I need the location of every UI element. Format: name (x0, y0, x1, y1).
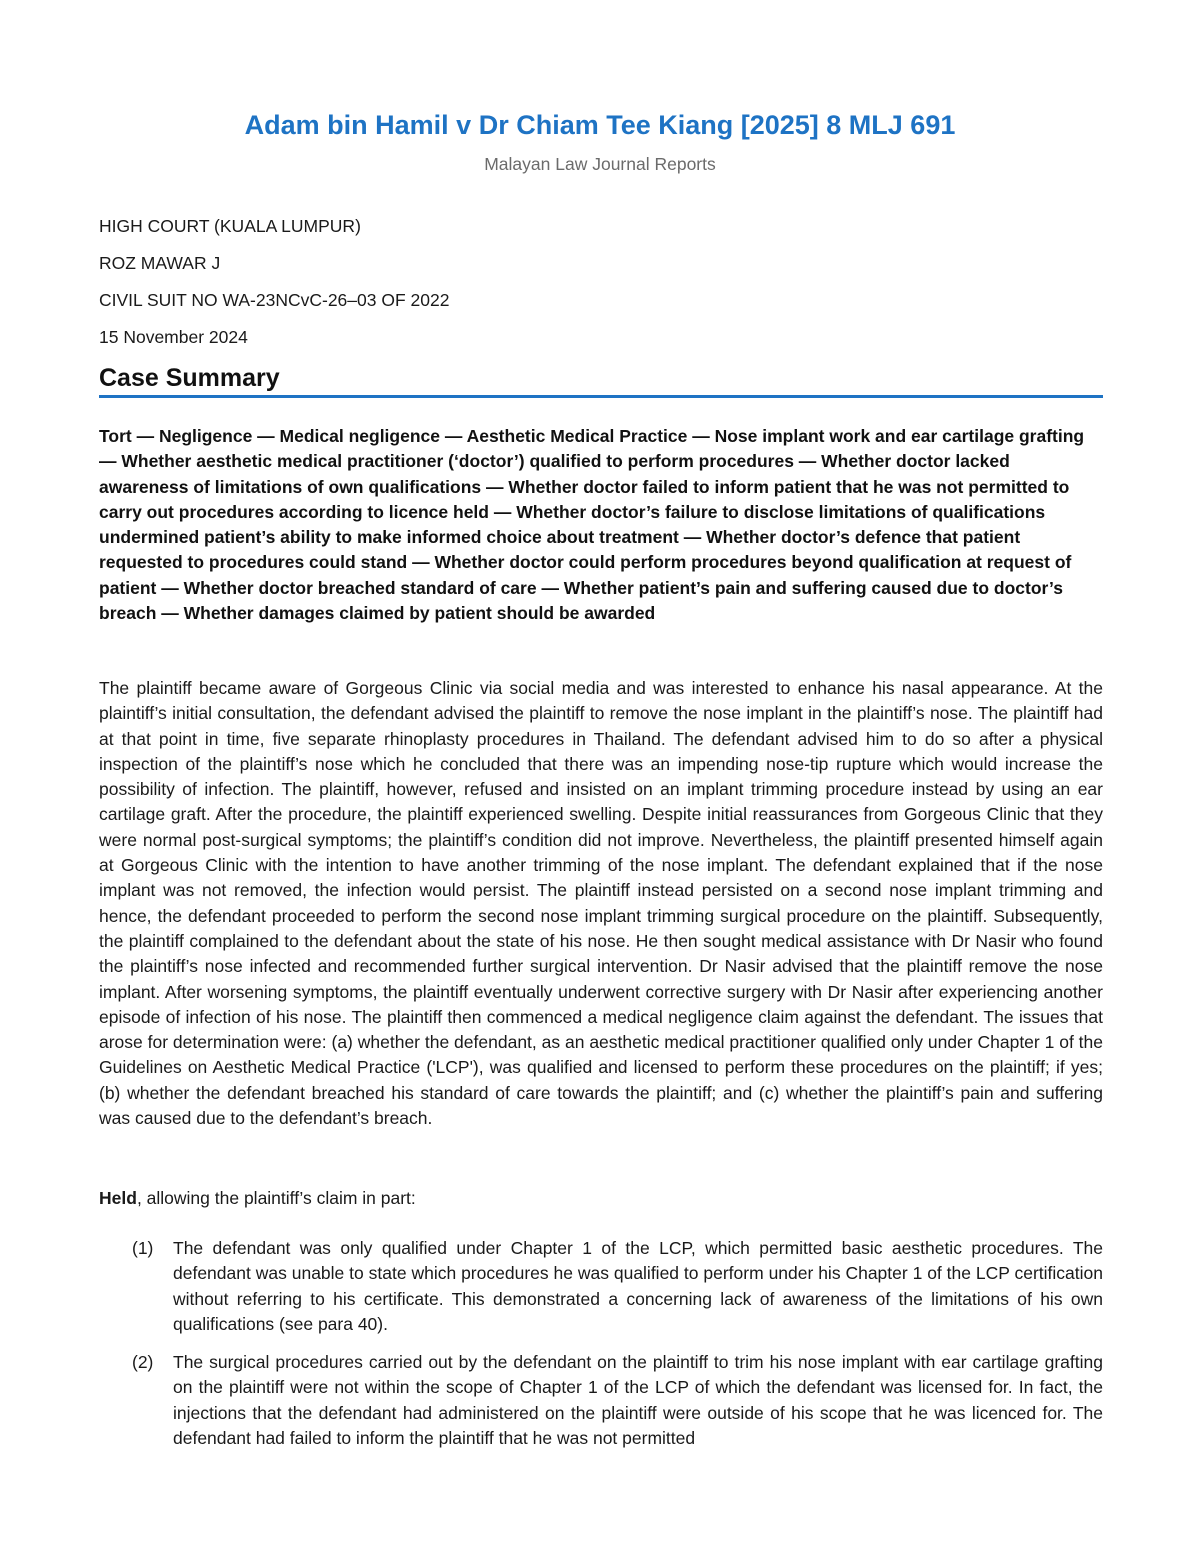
held-text: , allowing the plaintiff’s claim in part: (136, 1188, 416, 1208)
case-title: Adam bin Hamil v Dr Chiam Tee Kiang [2025] 8 MLJ 691 (244, 110, 956, 140)
section-divider (99, 395, 1103, 398)
held-label: Held (99, 1188, 137, 1208)
held-item-text: The surgical procedures carried out by the defendant on the plaintiff to trim his nose implant with ear cartilage grafting on the plaintiff were not within the scope of Chapter 1 of the LCP of which the defendant was licensed for. In fact, the injections that the defendant had administered on the plaintiff were outside of his scope that he was licenced for. The defendant had failed to inform the plaintiff that he was not permitted (173, 1352, 1103, 1448)
suit-number: CIVIL SUIT NO WA-23NCvC-26–03 OF 2022 (99, 290, 450, 310)
judgment-date: 15 November 2024 (99, 327, 248, 347)
report-name: Malayan Law Journal Reports (484, 154, 716, 174)
judge-name: ROZ MAWAR J (99, 253, 221, 273)
held-item-text: The defendant was only qualified under Chapter 1 of the LCP, which permitted basic aesthetic procedures. The defendant was unable to state which procedures he was qualified to perform under his Chapter 1 of the LCP certification without referring to his certificate. This demonstrated a concerning lack of awareness of the limitations of his own qualifications (see para 40). (173, 1238, 1103, 1334)
catchwords: Tort — Negligence — Medical negligence — Aesthetic Medical Practice — Nose implant work and ear cartilage grafting — Whether aesthetic medical practitioner (‘doctor’) qualified to perform procedures — Whether doctor lacked awareness of limitations of own qualifications — Whether doctor failed to inform patient that he was not permitted to carry out procedures according to licence held — Whether doctor’s failure to disclose limitations of qualifications undermined patient’s ability to make informed choice about treatment — Whether doctor’s defence that patient requested to procedures could stand — Whether doctor could perform procedures beyond qualification at request of patient — Whether doctor breached standard of care — Whether patient’s pain and suffering caused due to doctor’s breach — Whether damages claimed by patient should be awarded (99, 426, 1085, 624)
court-name: HIGH COURT (KUALA LUMPUR) (99, 216, 361, 236)
case-summary-text: The plaintiff became aware of Gorgeous Clinic via social media and was interested to enhance his nasal appearance. At the plaintiff’s initial consultation, the defendant advised the plaintiff to remove the nose implant in the plaintiff’s nose. The plaintiff had at that point in time, five separate rhinoplasty procedures in Thailand. The defendant advised him to do so after a physical inspection of the plaintiff’s nose which he concluded that there was an impending nose-tip rupture which would increase the possibility of infection. The plaintiff, however, refused and insisted on an implant trimming procedure instead by using an ear cartilage graft. After the procedure, the plaintiff experienced swelling. Despite initial reassurances from Gorgeous Clinic that they were normal post-surgical symptoms; the plaintiff’s condition did not improve. Nevertheless, the plaintiff presented himself again at Gorgeous Clinic with the intention to have another trimming of the nose implant. The defendant explained that if the nose implant was not removed, the infection would persist. The plaintiff instead persisted on a second nose implant trimming and hence, the defendant proceeded to perform the second nose implant trimming surgical procedure on the plaintiff. Subsequently, the plaintiff complained to the defendant about the state of his nose. He then sought medical assistance with Dr Nasir who found the plaintiff’s nose infected and recommended further surgical intervention. Dr Nasir advised that the plaintiff remove the nose implant. After worsening symptoms, the plaintiff eventually underwent corrective surgery with Dr Nasir after experiencing another episode of infection of his nose. The plaintiff then commenced a medical negligence claim against the defendant. The issues that arose for determination were: (a) whether the defendant, as an aesthetic medical practitioner qualified only under Chapter 1 of the Guidelines on Aesthetic Medical Practice ('LCP'), was qualified and licensed to perform these procedures on the plaintiff; if yes; (b) whether the defendant breached his standard of care towards the plaintiff; and (c) whether the plaintiff’s pain and suffering was caused due to the defendant’s breach. (99, 678, 1103, 1129)
held-item-number: (1) (132, 1238, 154, 1258)
held-line (99, 1186, 1103, 1211)
held-item-number: (2) (132, 1352, 154, 1372)
section-heading: Case Summary (99, 364, 280, 392)
